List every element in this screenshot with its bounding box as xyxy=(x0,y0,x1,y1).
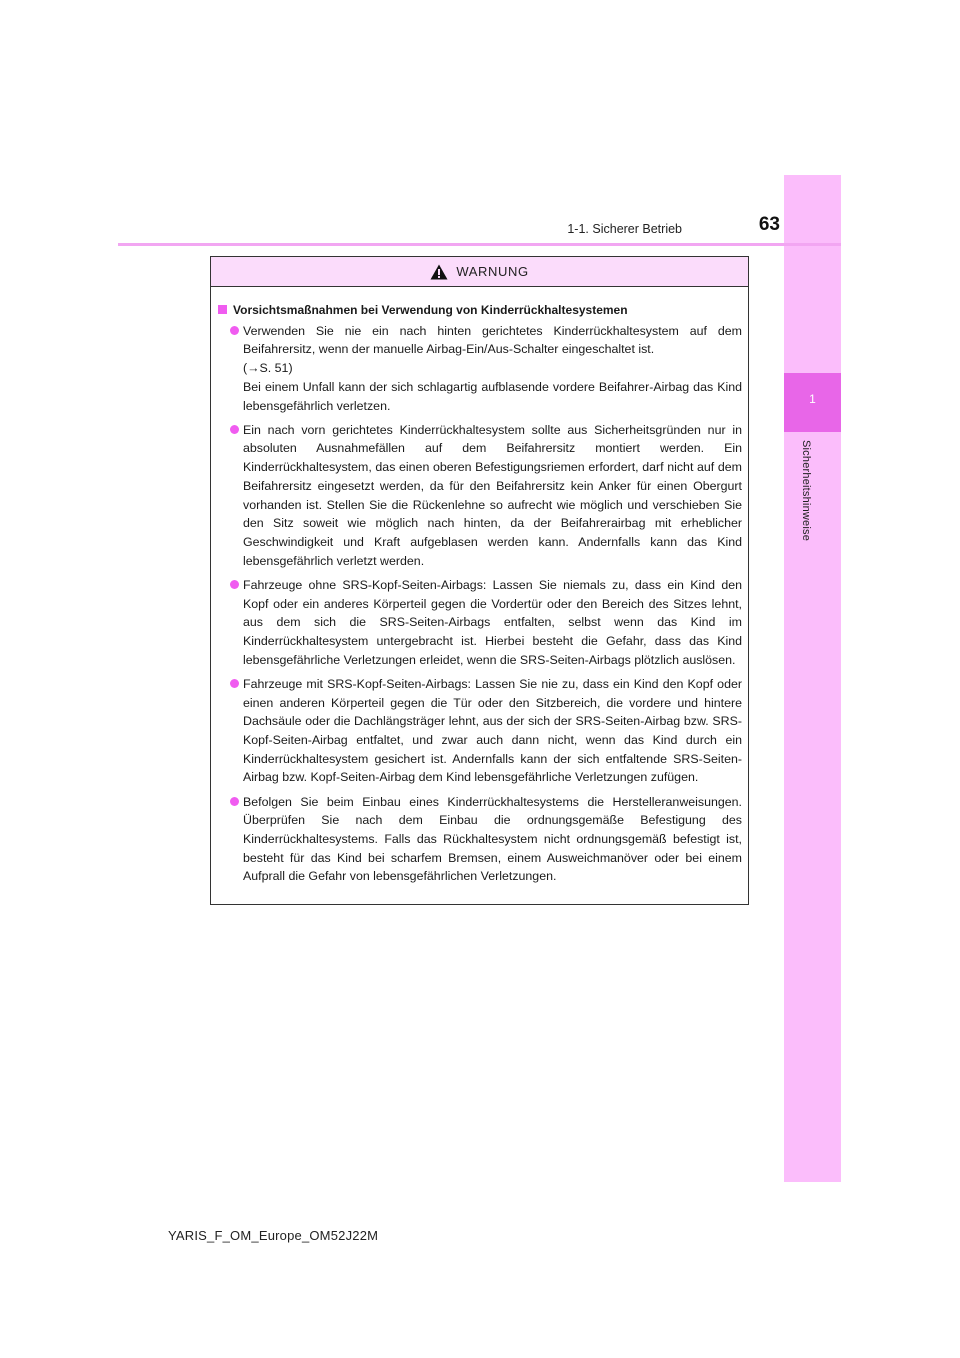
warning-item-text: Verwenden Sie nie ein nach hinten gerichtetes Kinderrückhaltesystem auf dem Beifahrersitz, wenn der manuelle Airbag-Ein/Aus-Schalter eingeschaltet ist. xyxy=(243,323,742,357)
document-code: YARIS_F_OM_Europe_OM52J22M xyxy=(168,1228,379,1243)
warning-item xyxy=(218,675,742,787)
warning-triangle-icon xyxy=(430,264,448,280)
chapter-side-tab xyxy=(784,175,841,1182)
warning-item xyxy=(218,793,742,887)
header-rule xyxy=(118,243,841,246)
warning-item xyxy=(218,576,742,670)
bullet-dot-icon xyxy=(230,425,239,434)
warning-topic-text: Vorsichtsmaßnahmen bei Verwendung von Kinderrückhaltesystemen xyxy=(233,303,628,317)
bullet-dot-icon xyxy=(230,797,239,806)
page-number: 63 xyxy=(758,214,780,235)
square-bullet-icon xyxy=(218,305,227,314)
warning-topic xyxy=(218,301,742,320)
warning-box xyxy=(210,256,749,905)
warning-item-text: Befolgen Sie beim Einbau eines Kinderrückhaltesystems die Herstelleranweisungen. Überprüfen Sie nach dem Einbau die ordnungsgemäße Befestigung des Kinderrückhaltesystems. Falls das Rückhaltesystem nicht ordnungsgemäß befestigt ist, besteht für das Kind bei scharfem Bremsen, einem Ausweichmanöver oder bei einem Aufprall die Gefahr von lebensgefährlichen Verletzungen. xyxy=(243,794,742,884)
chapter-number: 1 xyxy=(809,392,816,406)
warning-content xyxy=(211,287,748,886)
warning-header xyxy=(211,257,748,287)
bullet-dot-icon xyxy=(230,580,239,589)
page-reference: (→S. 51) xyxy=(243,361,293,376)
chapter-title-vertical: Sicherheitshinweise xyxy=(800,440,812,542)
warning-item-text: Fahrzeuge ohne SRS-Kopf-Seiten-Airbags: Lassen Sie niemals zu, dass ein Kind den Kopf oder ein anderes Körperteil gegen die Vordertür oder den Bereich des Sitzes lehnt, aus dem sich die SRS-Seiten-Airbags entfalten, selbst wenn das Kind im Kinderrückhaltesystem untergebracht ist. Hierbei besteht die Gefahr, dass das Kind lebensgefährliche Verletzungen erleidet, wenn die SRS-Seiten-Airbags plötzlich auslösen. xyxy=(243,577,742,667)
warning-title: WARNUNG xyxy=(456,264,529,279)
bullet-dot-icon xyxy=(230,679,239,688)
warning-item xyxy=(218,322,742,416)
warning-item-text: Fahrzeuge mit SRS-Kopf-Seiten-Airbags: Lassen Sie nie zu, dass ein Kind den Kopf oder einen anderen Körperteil gegen die Tür oder den Sitzbereich, die vordere und hintere Dachsäule oder die Dachlängsträger lehnt, aus der sich der SRS-Seiten-Airbag bzw. SRS-Kopf-Seiten-Airbag entfaltet, und zwar auch dann nicht, wenn das Kind durch ein Kinderrückhaltesystem gesichert ist. Andernfalls kann der sich entfaltende SRS-Seiten-Airbag bzw. Kopf-Seiten-Airbag dem Kind lebensgefährliche Verletzungen zufügen. xyxy=(243,676,742,785)
warning-item-text: Ein nach vorn gerichtetes Kinderrückhaltesystem sollte aus Sicherheitsgründen nur in absoluten Ausnahmefällen auf dem Beifahrersitz montiert werden. Ein Kinderrückhaltesystem, das einen oberen Befestigungsriemen erfordert, darf nicht auf dem Beifahrersitz eingesetzt werden, da für den Beifahrersitz kein Anker für einen Obergurt vorhanden ist. Stellen Sie die Rückenlehne so aufrecht wie möglich und verschieben Sie den Sitz soweit wie möglich nach hinten, da der Beifahrerairbag mit erheblicher Geschwindigkeit und Kraft aufgeblasen werden kann. Andernfalls kann das Kind lebensgefährlich verletzt werden. xyxy=(243,422,742,568)
warning-item xyxy=(218,421,742,571)
section-title: 1-1. Sicherer Betrieb xyxy=(567,222,682,236)
warning-item-text: Bei einem Unfall kann der sich schlagartig aufblasende vordere Beifahrer-Airbag das Kind lebensgefährlich verletzen. xyxy=(243,379,742,413)
bullet-dot-icon xyxy=(230,326,239,335)
